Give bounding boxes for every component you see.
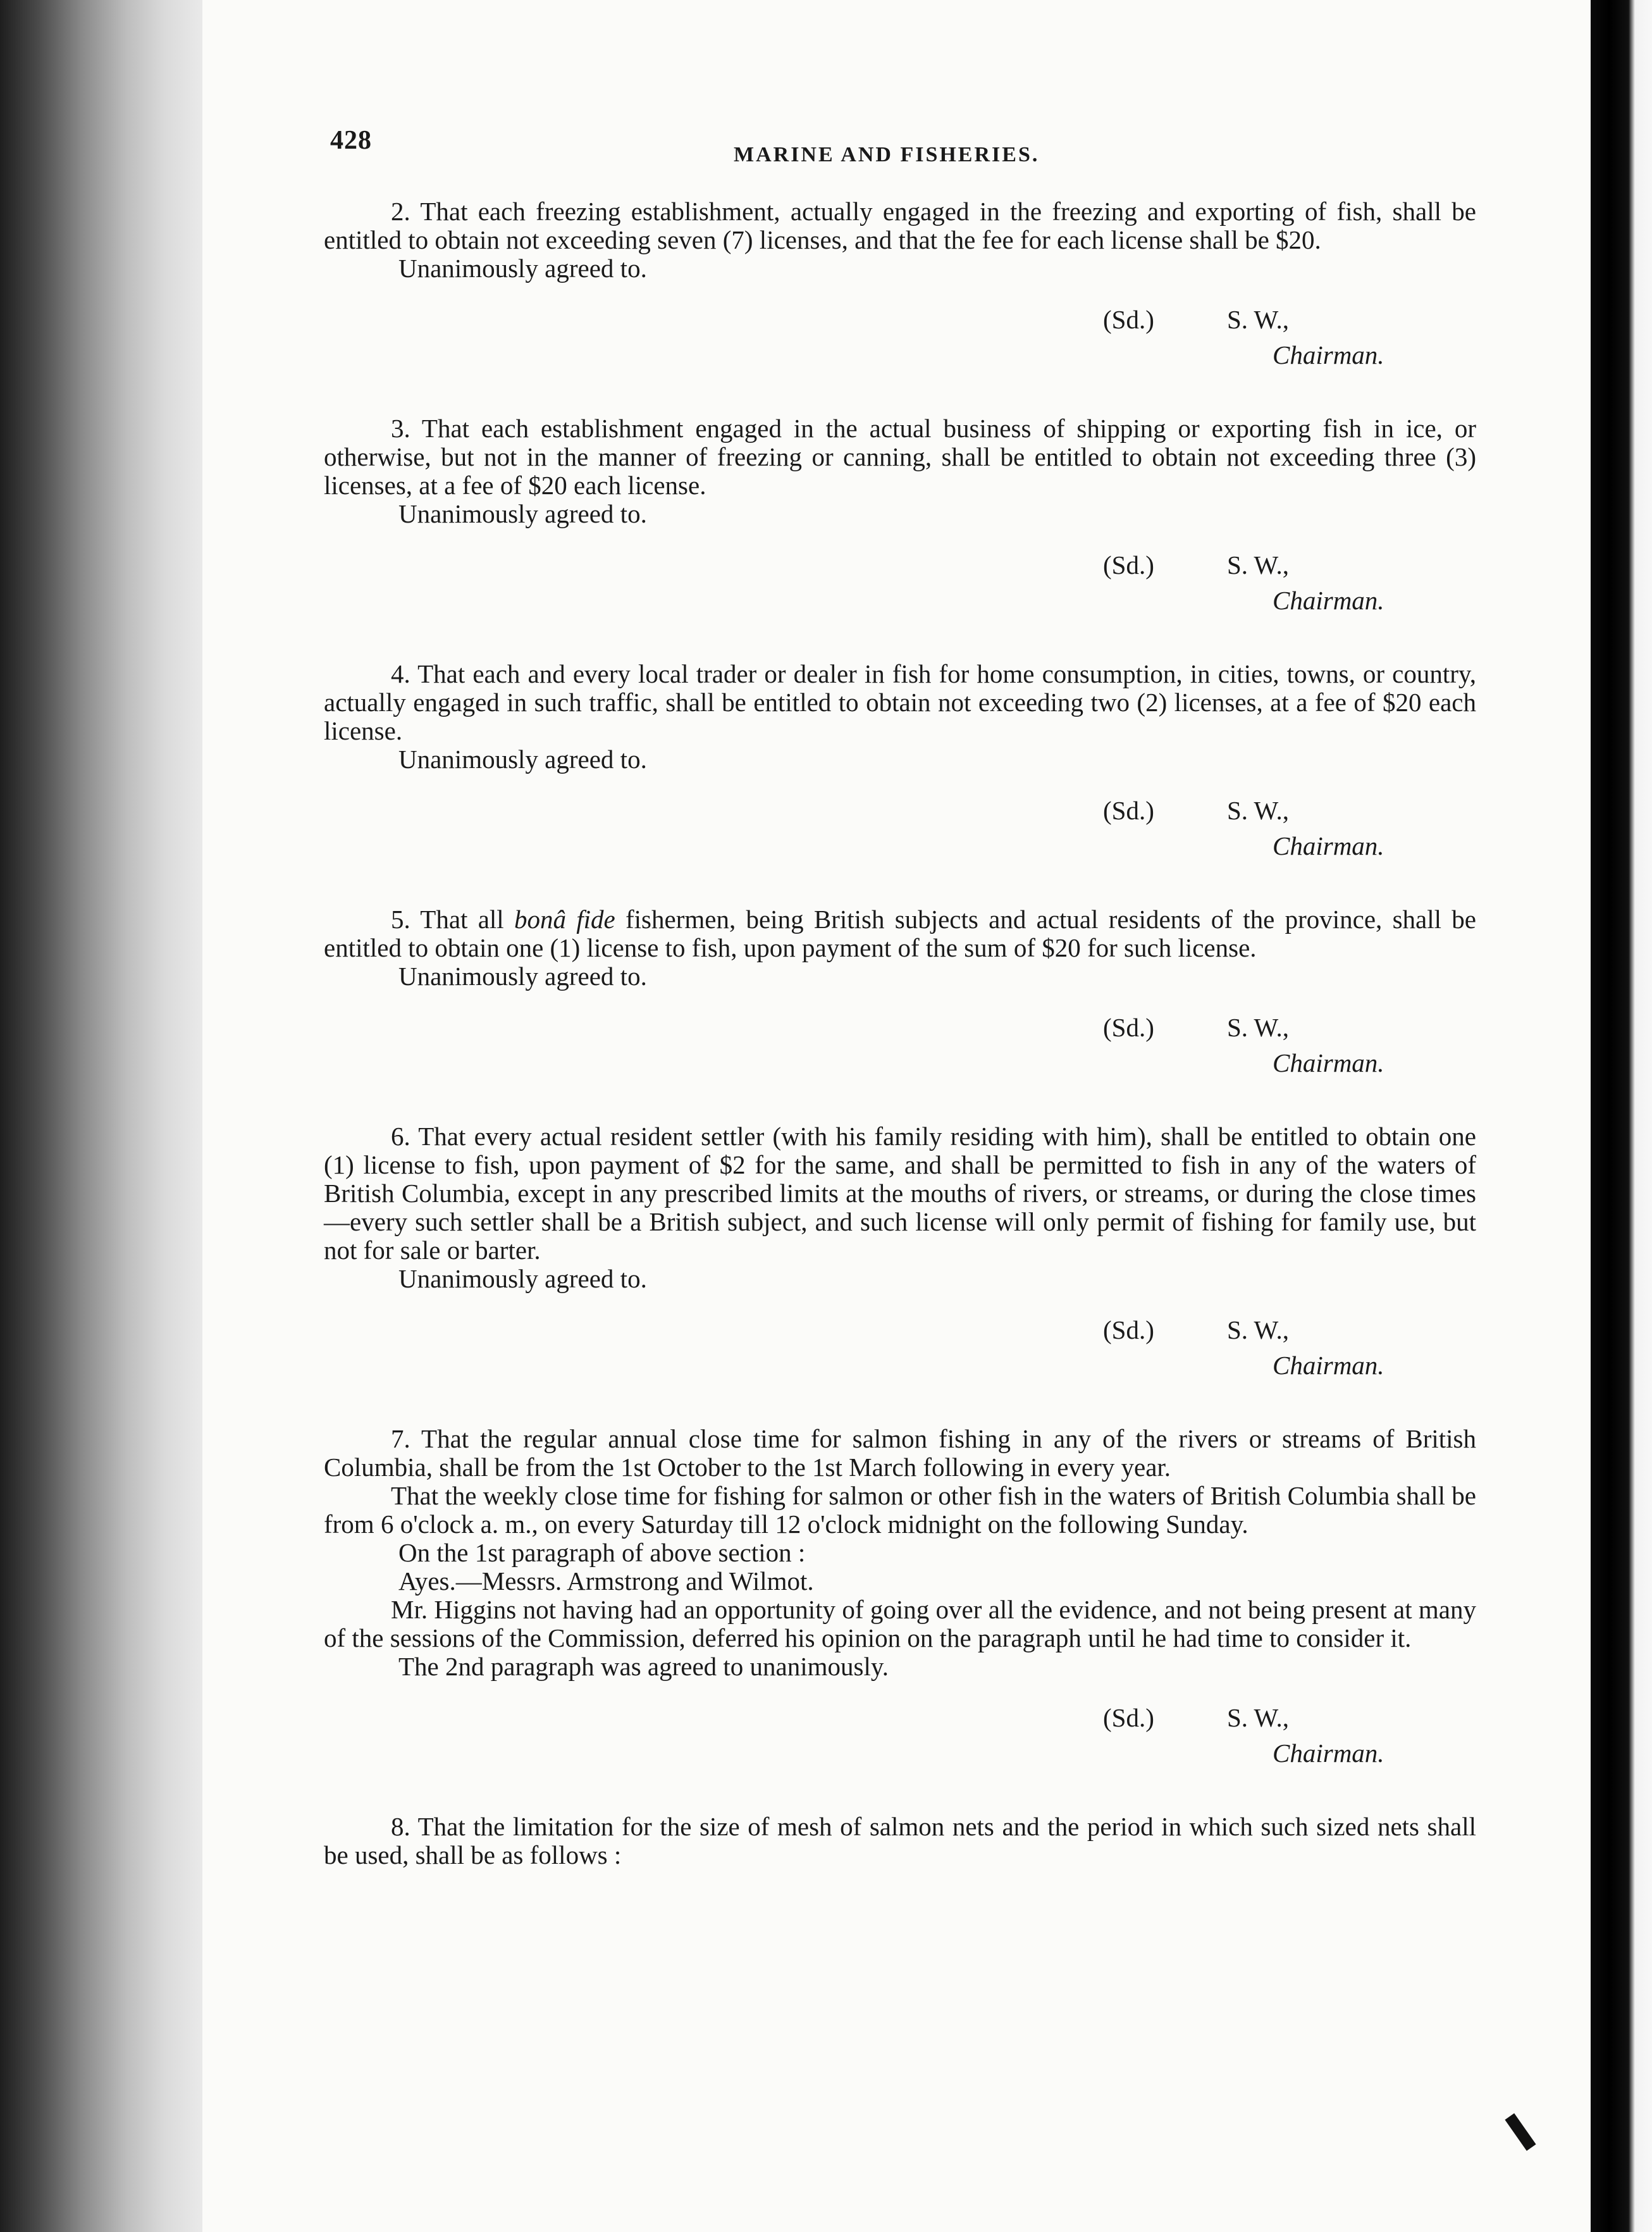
signer-initials: S. W., <box>1227 1315 1289 1344</box>
running-head: MARINE AND FISHERIES. <box>734 143 1040 166</box>
signed-marker: (Sd.) <box>1103 1703 1154 1732</box>
agreed-note: Unanimously agreed to. <box>398 254 647 283</box>
latin-phrase: bonâ fide <box>514 905 615 934</box>
book-spine-edge <box>0 0 209 2232</box>
signed-marker: (Sd.) <box>1103 796 1154 825</box>
signature-block <box>324 1014 1476 1100</box>
second-paragraph-note: The 2nd paragraph was agreed to unanimously. <box>398 1652 889 1681</box>
resolution-2: 2. That each freezing establishment, actually engaged in the freezing and exporting of fish, shall be entitled to obtain not exceeding seven (7) licenses, and that the fee for each license shall be $20. <box>324 197 1476 254</box>
signer-title: Chairman. <box>1273 340 1384 369</box>
resolution-5-start: 5. That all <box>391 905 514 934</box>
scan-border <box>1591 0 1652 2232</box>
signer-initials: S. W., <box>1227 796 1289 825</box>
resolution-8: 8. That the limitation for the size of mesh of salmon nets and the period in which such sized nets shall be used, shall be as follows : <box>324 1812 1476 1869</box>
signature-block <box>324 797 1476 883</box>
resolution-7-weekly: That the weekly close time for fishing for salmon or other fish in the waters of British Columbia shall be from 6 o'clock a. m., on every Saturday till 12 o'clock midnight on the following Sunday. <box>324 1481 1476 1539</box>
signer-initials: S. W., <box>1227 305 1289 334</box>
resolution-4: 4. That each and every local trader or dealer in fish for home consumption, in cities, towns, or country, actually engaged in such traffic, shall be entitled to obtain not exceeding two (2) licenses, at a fee of $20 each license. <box>324 659 1476 745</box>
signature-block <box>324 306 1476 392</box>
resolution-6: 6. That every actual resident settler (with his family residing with him), shall be entitled to obtain one (1) license to fish, upon payment of $2 for the same, and shall be permitted to fish in any of the waters of British Columbia, except in any prescribed limits at the mouths of rivers, or streams, or during the close times—every such settler shall be a British subject, and such license will only permit of fishing for family use, but not for sale or barter. <box>324 1122 1476 1265</box>
resolution-7: 7. That the regular annual close time for salmon fishing in any of the rivers or streams of British Columbia, shall be from the 1st October to the 1st March following in every year. <box>324 1424 1476 1482</box>
resolution-3: 3. That each establishment engaged in the actual business of shipping or exporting fish in ice, or otherwise, but not in the manner of freezing or canning, shall be entitled to obtain not exceeding three (3) licenses, at a fee of $20 each license. <box>324 414 1476 500</box>
agreed-note: Unanimously agreed to. <box>398 1264 647 1293</box>
page-number: 428 <box>330 126 372 155</box>
signer-title: Chairman. <box>1273 1351 1384 1380</box>
signer-initials: S. W., <box>1227 1703 1289 1732</box>
signer-title: Chairman. <box>1273 586 1384 615</box>
vote-ayes: Ayes.—Messrs. Armstrong and Wilmot. <box>398 1566 814 1596</box>
signed-marker: (Sd.) <box>1103 305 1154 334</box>
signed-marker: (Sd.) <box>1103 1013 1154 1042</box>
vote-heading: On the 1st paragraph of above section : <box>398 1538 806 1567</box>
signer-initials: S. W., <box>1227 550 1289 580</box>
signature-block <box>324 551 1476 637</box>
resolution-5 <box>324 905 1476 962</box>
resolution-5-rest: fishermen, being British subjects and actual residents of the province, shall be entitled to obtain one (1) license to fish, upon payment of the sum of $20 for such license. <box>324 905 1476 962</box>
signer-title: Chairman. <box>1273 1048 1384 1077</box>
signer-title: Chairman. <box>1273 831 1384 860</box>
signed-marker: (Sd.) <box>1103 1315 1154 1344</box>
agreed-note: Unanimously agreed to. <box>398 745 647 774</box>
signature-block <box>324 1316 1476 1402</box>
page-body <box>324 197 1476 1869</box>
higgins-note: Mr. Higgins not having had an opportunity of going over all the evidence, and not being present at many of the sessions of the Commission, deferred his opinion on the paragraph until he had time to consider it. <box>324 1595 1476 1652</box>
signer-title: Chairman. <box>1273 1739 1384 1768</box>
signer-initials: S. W., <box>1227 1013 1289 1042</box>
agreed-note: Unanimously agreed to. <box>398 962 647 991</box>
signature-block <box>324 1704 1476 1790</box>
signed-marker: (Sd.) <box>1103 550 1154 580</box>
agreed-note: Unanimously agreed to. <box>398 499 647 528</box>
